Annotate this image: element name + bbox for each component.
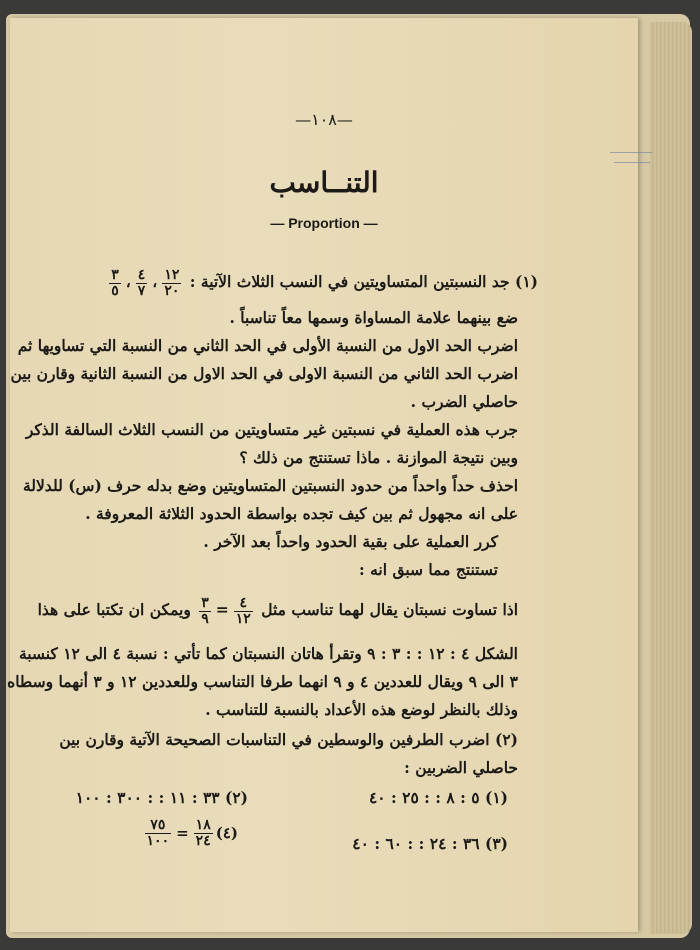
exercise-2-lead-2: حاصلي الضربين :: [404, 758, 518, 777]
rule-fraction-b: $\frac{٣}{٩}$: [201, 595, 209, 627]
ex1-fraction-1: $\frac{١٢}{٢٠}$: [164, 267, 180, 299]
pencil-mark: [610, 152, 652, 153]
text-line: ٣ الى ٩ ويقال للعددين ٤ و ٩ انهما طرفا التناسب وللعددين ١٢ و ٣ أنهما وسطاه: [7, 672, 518, 691]
text-line: على انه مجهول ثم بين كيف تجده بواسطة الحدود الثلاثة المعروفة .: [85, 504, 518, 523]
text-line: ضع بينهما علامة المساواة وسمها معاً تناسباً .: [229, 308, 518, 327]
exercise-2-item-1: (١) ٥ : ٨ : : ٢٥ : ٤٠: [368, 788, 508, 807]
text-line: تستنتج مما سبق انه :: [359, 560, 498, 579]
page-subtitle: — Proportion —: [270, 215, 378, 231]
text-line: اضرب الحد الثاني من النسبة الاولى في الحد الاول من النسبة الثانية وقارن بين: [10, 364, 518, 383]
rule-text-before: اذا تساوت نسبتان يقال لهما تناسب مثل: [261, 600, 518, 620]
pencil-mark: [614, 162, 650, 163]
text-line: كرر العملية على بقية الحدود واحداً بعد الآخر .: [203, 532, 498, 551]
text-line: الشكل ٤ : ١٢ : : ٣ : ٩ وتقرأ هاتان النسبتان كما تأتي : نسبة ٤ الى ١٢ كنسبة: [18, 644, 518, 663]
exercise-2-item-3: (٣) ٣٦ : ٢٤ : : ٦٠ : ٤٠: [352, 834, 508, 853]
exercise-1-text: (١) جد النسبتين المتساويتين في النسب الثلاث الآتية :: [189, 272, 538, 292]
text-line: اضرب الحد الاول من النسبة الأولى في الحد الثاني من النسبة التي تساويها ثم: [17, 336, 518, 355]
text-line: وذلك بالنظر لوضع هذه الأعداد بالنسبة للتناسب .: [205, 700, 518, 719]
rule-text-after: ويمكن ان تكتبا على هذا: [37, 600, 191, 620]
exercise-2-item-2: (٢) ٣٣ : ١١ : : ٣٠٠ : ١٠٠: [75, 788, 248, 807]
page-title: التنــاسب: [269, 166, 379, 199]
exercise-2-lead: (٢) اضرب الطرفين والوسطين في التناسبات الصحيحة الآتية وقارن بين: [59, 730, 518, 749]
item-4-fraction-a: $\frac{١٨}{٢٤}$: [195, 817, 211, 849]
exercise-2-item-4: (٤) $\frac{١٨}{٢٤}$ = $\frac{٧٥}{١٠٠}$: [146, 817, 238, 849]
book-page: [7, 18, 638, 932]
item-4-fraction-b: $\frac{٧٥}{١٠٠}$: [146, 817, 170, 849]
ex1-fraction-3: $\frac{٣}{٥}$: [111, 267, 119, 299]
text-line: جرب هذه العملية في نسبتين غير متساويتين من النسب الثلاث السالفة الذكر: [25, 420, 518, 439]
text-line: احذف حداً واحداً من حدود النسبتين المتساويتين وضع بدله حرف (س) للدلالة: [22, 476, 518, 495]
item-4-label: (٤): [215, 824, 238, 843]
page-edges: [650, 22, 692, 934]
exercise-1-lead: (١) جد النسبتين المتساويتين في النسب الثلاث الآتية : $\frac{١٢}{٢٠}$ ، $\frac{٤}{٧}$ ، $\frac{٣}{٥}$: [111, 267, 538, 299]
page-number: —١٠٨—: [295, 110, 353, 129]
text-line: وبين نتيجة الموازنة . ماذا تستنتج من ذلك ؟: [239, 448, 518, 467]
rule-fraction-a: $\frac{٤}{١٢}$: [235, 595, 251, 627]
rule-line: اذا تساوت نسبتان يقال لهما تناسب مثل $\frac{٤}{١٢}$ = $\frac{٣}{٩}$ ويمكن ان تكتبا على هذا: [37, 595, 518, 627]
ex1-fraction-2: $\frac{٤}{٧}$: [137, 267, 146, 299]
text-line: حاصلي الضرب .: [410, 392, 518, 411]
